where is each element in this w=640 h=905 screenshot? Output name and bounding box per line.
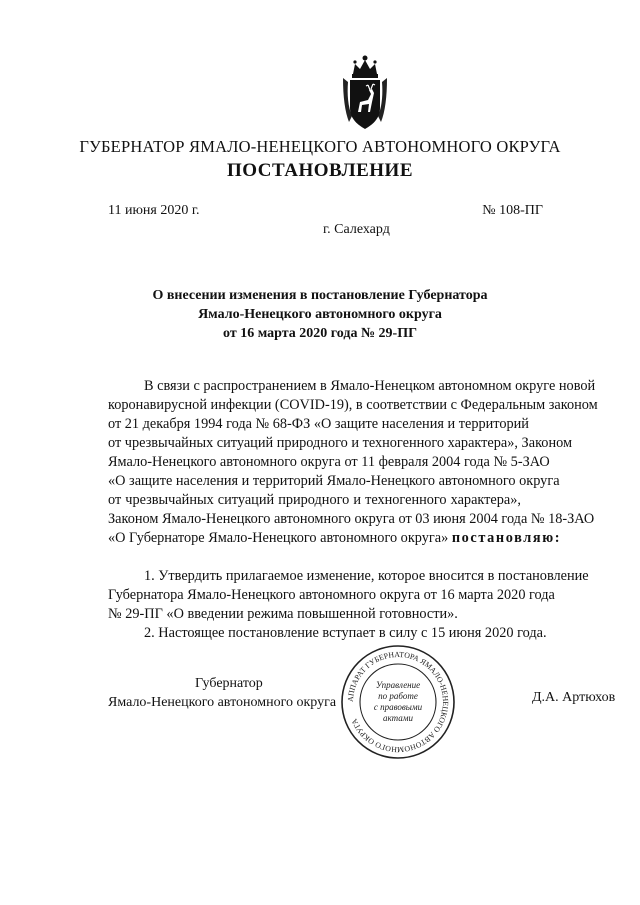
title-line: О внесении изменения в постановление Губернатора	[152, 288, 488, 303]
preamble-line: Законом Ямало-Ненецкого автономного округа от 03 июня 2004 года № 18-ЗАО	[108, 511, 595, 527]
title-line: от 16 марта 2020 года № 29-ПГ	[223, 326, 417, 341]
preamble-line: «О защите населения и территорий Ямало-Ненецкого автономного округа	[108, 473, 560, 489]
document-date: 11 июня 2020 г.	[108, 203, 200, 218]
item-line: Губернатора Ямало-Ненецкого автономного округа от 16 марта 2020 года	[108, 587, 555, 603]
preamble-last-line	[108, 529, 562, 548]
coat-of-arms-emblem	[341, 52, 389, 132]
item-line: 1. Утвердить прилагаемое изменение, которое вносится в постановление	[144, 568, 589, 584]
stamp-ring-text: АППАРАТ ГУБЕРНАТОРА ЯМАЛО-НЕНЕЦКОГО АВТОНОМНОГО ОКРУГА	[345, 649, 451, 755]
resolve-word: постановляю:	[451, 530, 562, 546]
signer-position: Ямало-Ненецкого автономного округа	[108, 695, 337, 710]
preamble-line: от чрезвычайных ситуаций природного и техногенного характера»,	[108, 492, 521, 508]
item-line: № 29-ПГ «О введении режима повышенной готовности».	[108, 606, 458, 622]
document-type-heading: ПОСТАНОВЛЕНИЕ	[226, 160, 414, 181]
preamble-line: Ямало-Ненецкого автономного округа от 11 февраля 2004 года № 5-ЗАО	[108, 454, 550, 470]
preamble-line: «О Губернаторе Ямало-Ненецкого автономного округа»	[108, 530, 449, 546]
organization-heading: ГУБЕРНАТОР ЯМАЛО-НЕНЕЦКОГО АВТОНОМНОГО ОКРУГА	[79, 137, 561, 156]
stamp-inner-text: с правовыми	[373, 702, 423, 712]
stamp-inner-text: Управление	[375, 680, 421, 690]
document-number: № 108-ПГ	[482, 203, 543, 218]
signer-position: Губернатор	[195, 676, 263, 691]
preamble-line: от чрезвычайных ситуаций природного и техногенного характера», Законом	[108, 435, 573, 451]
preamble-line: В связи с распространением в Ямало-Ненецком автономном округе новой	[144, 378, 596, 394]
preamble-line: от 21 декабря 1994 года № 68-ФЗ «О защите населения и территорий	[108, 416, 529, 432]
stamp-inner-text: по работе	[378, 691, 418, 701]
signer-name: Д.А. Артюхов	[532, 690, 616, 705]
preamble-line: коронавирусной инфекции (COVID-19), в соответствии с Федеральным законом	[108, 397, 598, 413]
title-line: Ямало-Ненецкого автономного округа	[198, 307, 442, 322]
official-stamp	[340, 644, 456, 760]
document-city: г. Салехард	[323, 222, 390, 237]
item-line: 2. Настоящее постановление вступает в силу с 15 июня 2020 года.	[144, 625, 547, 641]
stamp-inner-text: актами	[383, 713, 413, 723]
